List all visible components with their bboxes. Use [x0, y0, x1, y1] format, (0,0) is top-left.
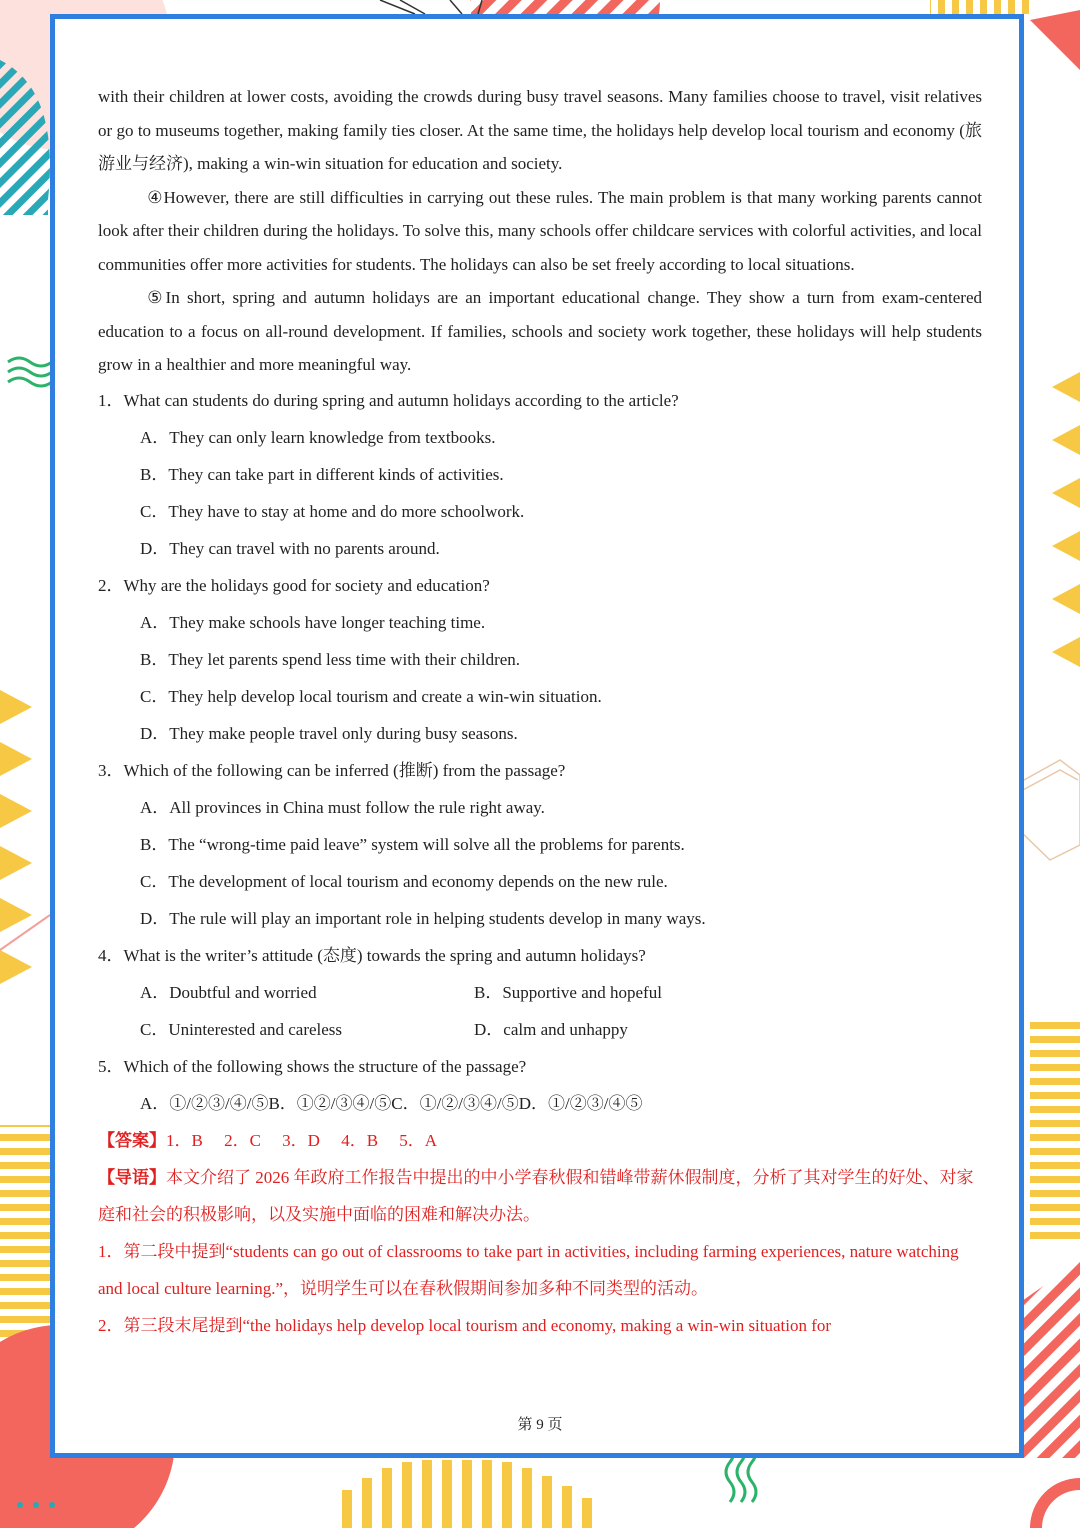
- option-a: A．They make schools have longer teaching time.: [140, 612, 486, 632]
- coral-arc-decoration: [1030, 1478, 1080, 1528]
- option-c: C．They help develop local tourism and create a win-win situation.: [140, 686, 602, 706]
- answer-label: 【答案】: [98, 1130, 166, 1150]
- page-number: 第 9 页: [517, 1417, 563, 1433]
- question-4: [98, 937, 982, 1048]
- question-stem: 5．Which of the following shows the structure of the passage?: [98, 1056, 527, 1076]
- option-d: D．They make people travel only during busy seasons.: [140, 723, 518, 743]
- answer-key: [98, 1122, 982, 1159]
- question-stem: 3．Which of the following can be inferred (推断) from the passage?: [98, 760, 566, 780]
- question-stem: 2．Why are the holidays good for society and education?: [98, 575, 490, 595]
- passage-paragraph: ⑤In short, spring and autumn holidays are an important educational change. They show a turn from exam-centered education to a focus on all-round development. If families, schools and society work together, these holidays will help students grow in a healthier and more meaningful way.: [98, 288, 982, 374]
- option-a: A．They can only learn knowledge from textbooks.: [140, 427, 496, 447]
- document-content: [98, 80, 982, 1344]
- question-5: [98, 1048, 982, 1122]
- option-b: B．Supportive and hopeful: [474, 982, 662, 1002]
- explanation-2: 2．第三段末尾提到“the holidays help develop local tourism and economy, making a win-win situation for: [98, 1315, 832, 1335]
- option-row: [140, 1011, 982, 1048]
- options-line: A．①/②③/④/⑤B．①②/③④/⑤C．①/②/③④/⑤D．①/②③/④⑤: [140, 1093, 643, 1113]
- option-row: [140, 974, 982, 1011]
- explanation-1: 1．第二段中提到“students can go out of classrooms to take part in activities, including farming experiences, nature watching and local culture learning.”，说明学生可以在春秋假期间参加多种不同类型的活动。: [98, 1241, 959, 1298]
- guide-text: 本文介绍了 2026 年政府工作报告中提出的中小学春秋假和错峰带薪休假制度，分析了其对学生的好处、对家庭和社会的积极影响，以及实施中面临的困难和解决办法。: [98, 1167, 974, 1224]
- question-2: [98, 567, 982, 752]
- question-3: [98, 752, 982, 937]
- option-d: D．The rule will play an important role in helping students develop in many ways.: [140, 908, 706, 928]
- yellow-stripes-top-right: [930, 0, 1030, 14]
- option-b: B．They let parents spend less time with their children.: [140, 649, 521, 669]
- answer-text: 1．B 2．C 3．D 4．B 5．A: [166, 1130, 438, 1150]
- option-a: A．All provinces in China must follow the rule right away.: [140, 797, 545, 817]
- passage-paragraph: ④However, there are still difficulties in carrying out these rules. The main problem is that many working parents cannot look after their children during the holidays. To solve this, many schools offer childcare services with colorful activities, and local communities offer more activities for students. The holidays can also be set freely according to local situations.: [98, 187, 982, 274]
- passage-paragraph: with their children at lower costs, avoiding the crowds during busy travel seasons. Many families choose to travel, visit relatives or go to museums together, making family ties closer. At the same time, the holidays help develop local tourism and economy (旅游业与经济), making a win-win situation for education and society.: [98, 87, 982, 173]
- coral-triangle-decoration: [1030, 10, 1080, 70]
- yellow-triangles-right: [1052, 372, 1080, 667]
- yellow-stripes-left: [0, 1125, 50, 1340]
- question-stem: 1．What can students do during spring and autumn holidays according to the article?: [98, 390, 679, 410]
- option-d: D．They can travel with no parents around.: [140, 538, 440, 558]
- option-b: B．They can take part in different kinds of activities.: [140, 464, 504, 484]
- question-1: [98, 382, 982, 567]
- question-stem: 4．What is the writer’s attitude (态度) towards the spring and autumn holidays?: [98, 945, 646, 965]
- yellow-bars-bottom: [342, 1460, 592, 1528]
- top-lines-decoration: [380, 0, 482, 14]
- option-c: C．They have to stay at home and do more schoolwork.: [140, 501, 525, 521]
- option-d: D．calm and unhappy: [474, 1019, 628, 1039]
- yellow-stripes-right: [1030, 1020, 1080, 1240]
- option-a: A．Doubtful and worried: [140, 982, 317, 1002]
- option-b: B．The “wrong-time paid leave” system will solve all the problems for parents.: [140, 834, 685, 854]
- option-c: C．Uninterested and careless: [140, 1019, 343, 1039]
- guide-label: 【导语】: [98, 1167, 166, 1187]
- option-c: C．The development of local tourism and economy depends on the new rule.: [140, 871, 668, 891]
- guide-intro: [98, 1159, 982, 1233]
